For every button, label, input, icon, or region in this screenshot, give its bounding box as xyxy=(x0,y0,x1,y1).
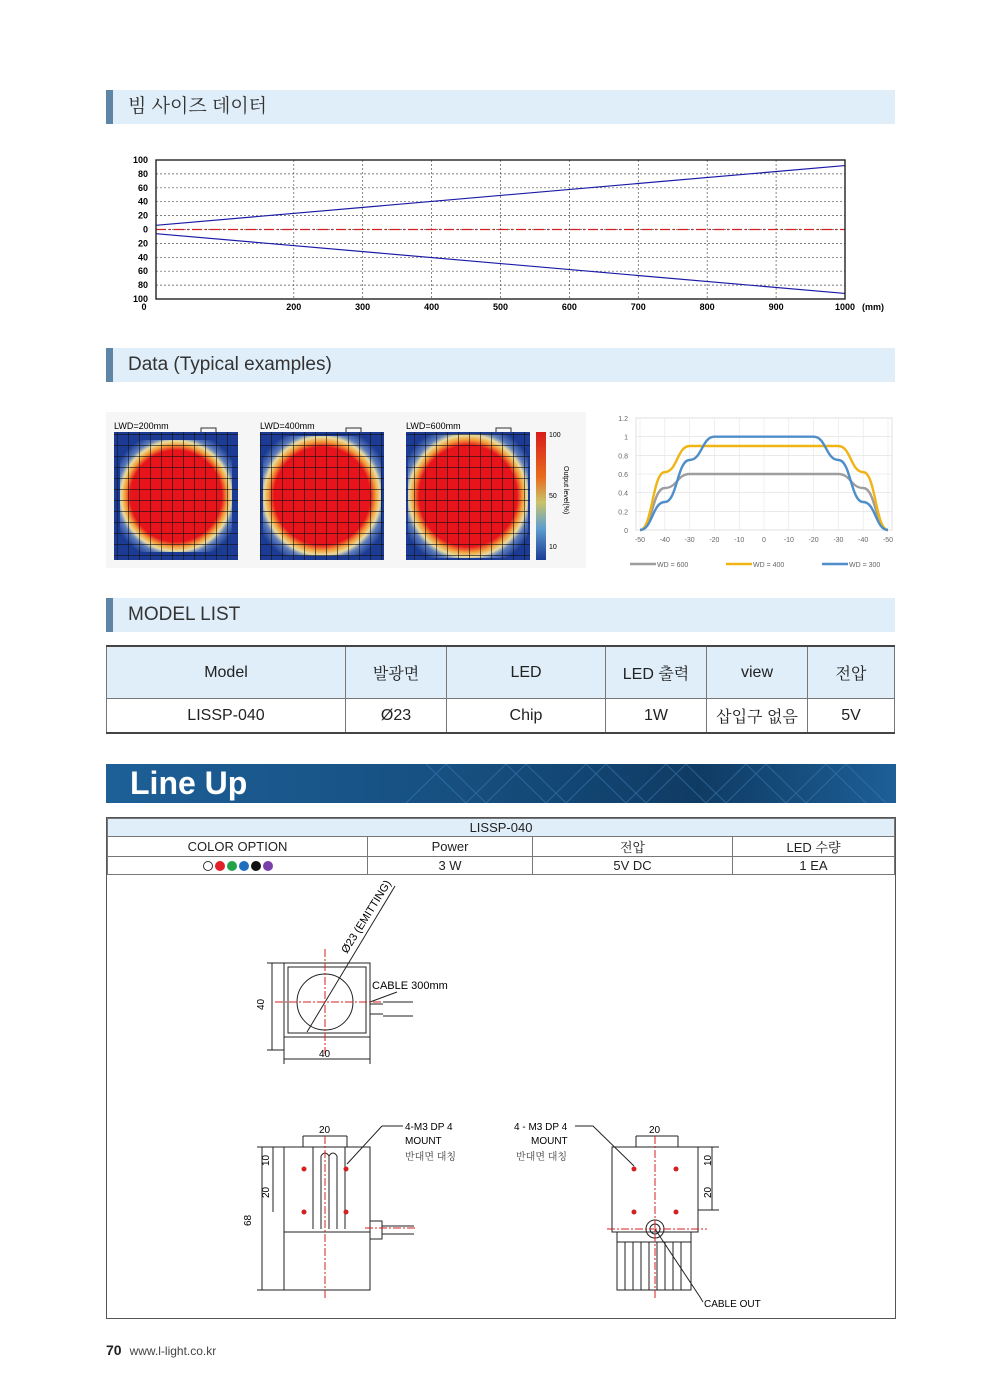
color-purple-icon xyxy=(263,861,273,871)
lineup-product: LISSP-040 xyxy=(108,819,895,837)
profile-x-tick: -50 xyxy=(882,537,894,544)
beam-unit: (mm) xyxy=(862,302,884,312)
beam-y-tick: 80 xyxy=(137,168,148,179)
beam-y-tick: 0 xyxy=(142,224,148,235)
dim-label: 10 xyxy=(261,1154,272,1166)
beam-y-tick: 80 xyxy=(137,280,148,291)
section-title: MODEL LIST xyxy=(128,604,241,625)
model-header: LED xyxy=(447,646,606,699)
section-header-data xyxy=(106,348,895,382)
cable-label: CABLE 300mm xyxy=(372,980,448,992)
beam-x-tick: 500 xyxy=(492,302,509,312)
model-cell: LISSP-040 xyxy=(107,699,346,734)
legend-label: WD = 600 xyxy=(657,562,689,569)
model-header: view xyxy=(707,646,808,699)
dim-label: 40 xyxy=(319,1049,331,1060)
beam-y-tick: 60 xyxy=(137,182,148,193)
beam-x-tick: 200 xyxy=(286,302,302,312)
heatmap-200 xyxy=(114,421,238,560)
cable-out-label: CABLE OUT xyxy=(704,1299,761,1310)
lineup-banner xyxy=(106,764,896,803)
section-header-model xyxy=(106,598,895,632)
model-header: 발광면 xyxy=(346,646,447,699)
model-header: Model xyxy=(107,646,346,699)
profile-x-tick: -10 xyxy=(734,537,745,544)
banner-pattern xyxy=(406,764,896,803)
color-green-icon xyxy=(227,861,237,871)
profile-x-tick: -30 xyxy=(684,537,695,544)
scale-title: Output level(%) xyxy=(562,466,569,515)
model-header: 전압 xyxy=(808,646,895,699)
profile-y-tick: 1.2 xyxy=(618,416,628,423)
heatmap-panel xyxy=(106,412,586,568)
beam-x-tick: 1000 xyxy=(834,302,856,312)
dim-label: 40 xyxy=(256,998,267,1010)
mount-label: 반대면 대칭 xyxy=(516,1152,568,1163)
model-cell: 5V xyxy=(808,699,895,734)
color-black-icon xyxy=(251,861,261,871)
profile-x-tick: -20 xyxy=(808,537,819,544)
beam-y-tick: 60 xyxy=(137,266,148,277)
mount-holes xyxy=(302,1167,679,1215)
dim-label: 10 xyxy=(703,1154,714,1166)
model-table xyxy=(106,645,895,734)
website-url: www.l-light.co.kr xyxy=(129,1344,217,1358)
profile-x-tick: -30 xyxy=(833,537,844,544)
model-cell: 삽입구 없음 xyxy=(707,699,808,734)
mount-label: 4 - M3 DP 4 xyxy=(514,1122,568,1133)
section-accent xyxy=(106,598,113,632)
lineup-header: Power xyxy=(368,837,533,857)
scale-label: 10 xyxy=(549,544,557,551)
table-row xyxy=(107,699,895,734)
lineup-header: COLOR OPTION xyxy=(108,837,368,857)
profile-y-tick: 0.2 xyxy=(618,509,628,517)
lineup-value: 1 EA xyxy=(733,857,895,875)
color-white-icon xyxy=(203,861,213,871)
beam-x-tick: 600 xyxy=(561,302,577,312)
mount-label: 4-M3 DP 4 xyxy=(405,1122,453,1133)
heatmap-label: LWD=600mm xyxy=(406,421,461,431)
heatmap-label: LWD=200mm xyxy=(114,421,169,431)
beam-y-tick: 100 xyxy=(132,155,148,165)
beam-y-tick: 40 xyxy=(137,252,148,263)
profile-y-tick: 0.6 xyxy=(618,472,628,479)
heatmap-400 xyxy=(260,421,384,560)
dim-label: 20 xyxy=(703,1186,714,1198)
lineup-spec-box xyxy=(106,817,896,1319)
scale-label: 50 xyxy=(549,493,557,500)
beam-x-tick: 700 xyxy=(630,302,646,312)
profile-x-tick: -40 xyxy=(858,537,869,544)
lineup-value: 5V DC xyxy=(533,857,733,875)
page-footer xyxy=(106,1342,216,1358)
heatmap-600 xyxy=(406,421,530,560)
profile-y-tick: 0.8 xyxy=(618,453,628,461)
lineup-header: LED 수량 xyxy=(733,837,895,857)
section-accent xyxy=(106,348,113,382)
dim-label: 68 xyxy=(243,1214,254,1226)
model-cell: 1W xyxy=(606,699,707,734)
lineup-title: Line Up xyxy=(130,765,248,801)
beam-y-tick: 20 xyxy=(137,238,148,249)
model-cell: Chip xyxy=(447,699,606,734)
section-title: 빔 사이즈 데이터 xyxy=(128,96,268,117)
beam-size-chart xyxy=(120,150,900,320)
profile-y-tick: 1 xyxy=(624,434,628,442)
beam-x-tick: 0 xyxy=(141,302,147,312)
scale-label: 100 xyxy=(549,432,561,439)
model-cell: Ø23 xyxy=(346,699,447,734)
beam-x-tick: 300 xyxy=(355,302,371,312)
profile-x-tick: -20 xyxy=(709,537,720,544)
technical-drawing xyxy=(107,874,895,1318)
profile-x-tick: -50 xyxy=(634,537,646,544)
beam-y-tick: 100 xyxy=(132,294,148,304)
profile-x-tick: -10 xyxy=(783,537,794,544)
legend-label: WD = 300 xyxy=(849,562,881,569)
beam-y-tick: 20 xyxy=(137,210,148,221)
section-title: Data (Typical examples) xyxy=(128,354,332,375)
lineup-value: 3 W xyxy=(368,857,533,875)
mount-label: 반대면 대칭 xyxy=(405,1152,457,1163)
color-blue-icon xyxy=(239,861,249,871)
model-header: LED 출력 xyxy=(606,646,707,699)
color-red-icon xyxy=(215,861,225,871)
profile-line-chart xyxy=(606,410,896,575)
section-header-beam xyxy=(106,90,895,124)
color-options xyxy=(108,857,368,875)
emitting-label: Ø23 (EMITTING) xyxy=(339,878,394,956)
heatmap-label: LWD=400mm xyxy=(260,421,315,431)
legend-label: WD = 400 xyxy=(753,562,785,569)
dim-label: 20 xyxy=(319,1125,331,1136)
profile-y-tick: 0.4 xyxy=(618,490,628,498)
dim-label: 20 xyxy=(649,1125,661,1136)
mount-label: MOUNT xyxy=(531,1136,568,1147)
section-accent xyxy=(106,90,113,124)
profile-x-tick: 0 xyxy=(762,537,766,544)
dim-label: 20 xyxy=(261,1186,272,1198)
profile-x-tick: -40 xyxy=(659,537,670,544)
profile-y-tick: 0 xyxy=(624,528,628,535)
beam-x-tick: 900 xyxy=(768,302,784,312)
lineup-table xyxy=(107,818,895,875)
beam-y-tick: 40 xyxy=(137,196,148,207)
page-number: 70 xyxy=(106,1342,122,1358)
beam-x-tick: 400 xyxy=(424,302,440,312)
lineup-header: 전압 xyxy=(533,837,733,857)
mount-label: MOUNT xyxy=(405,1136,442,1147)
beam-x-tick: 800 xyxy=(699,302,715,312)
